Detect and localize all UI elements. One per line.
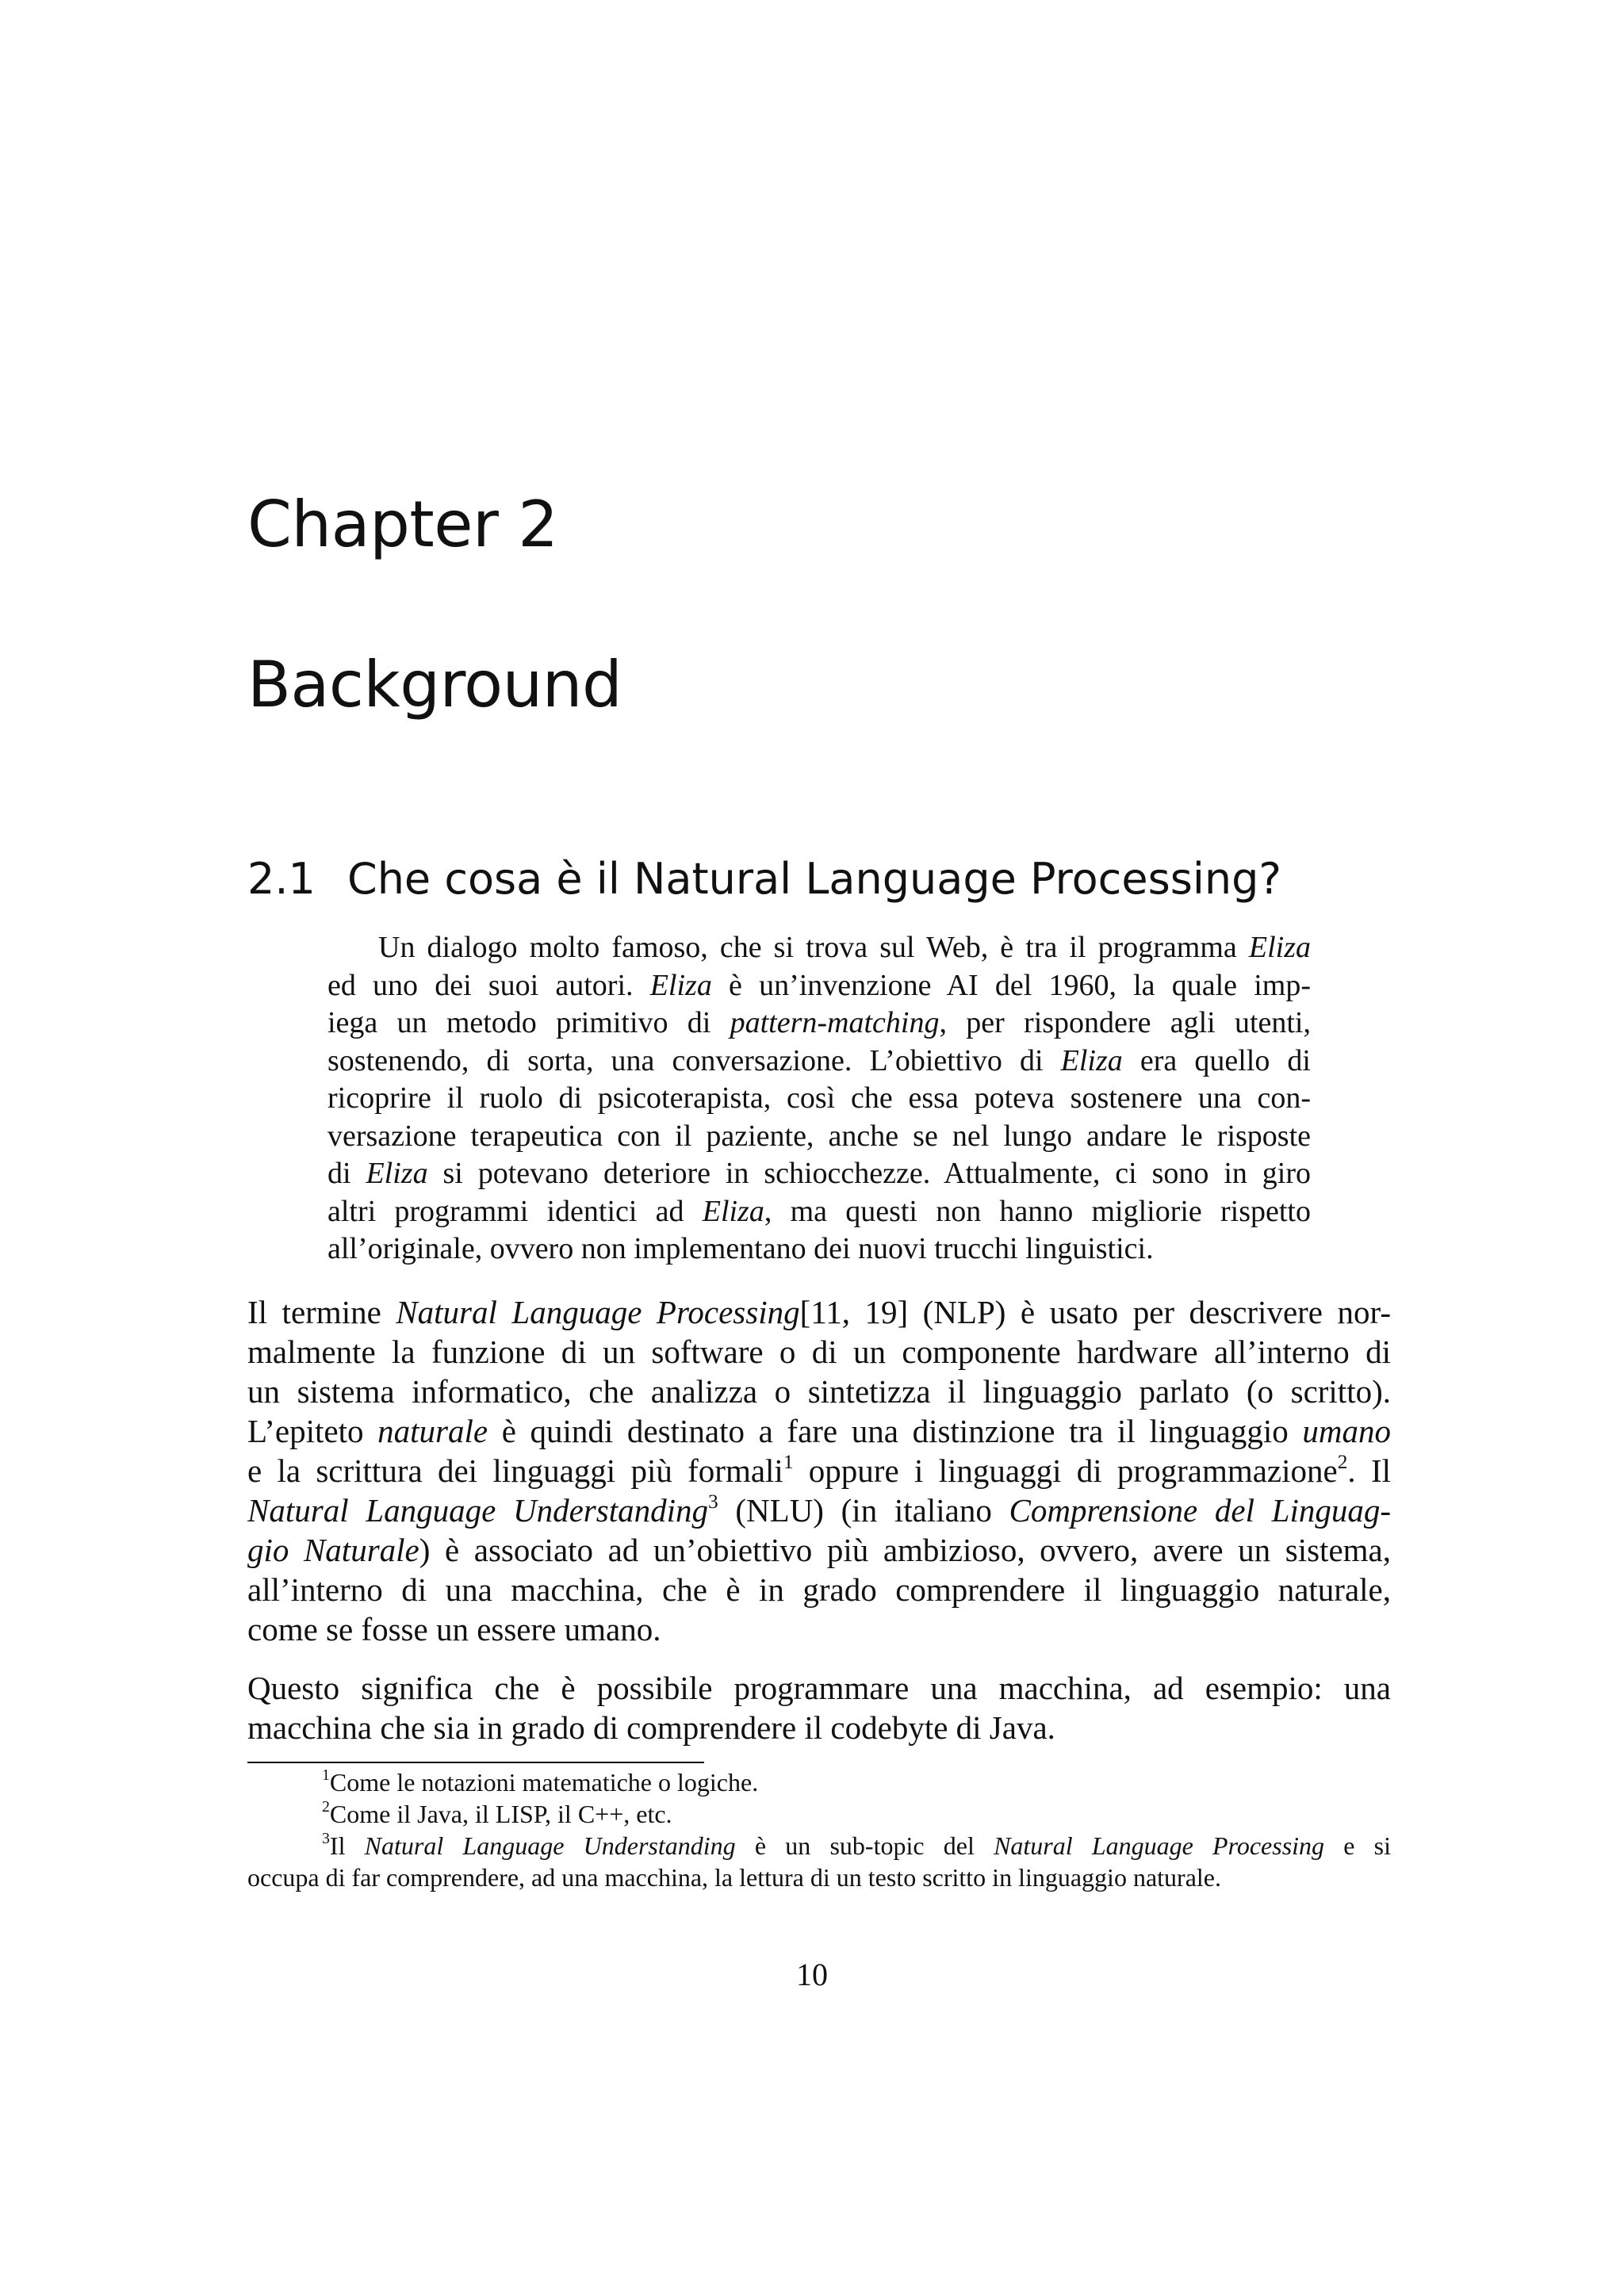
quote-line: versazione terapeutica con il paziente, anche se nel lungo andare le risposte xyxy=(327,1119,1311,1153)
text-line: Questo significa che è possibile programmare una macchina, ad esempio: una xyxy=(247,1670,1391,1706)
footnote-rule xyxy=(247,1762,704,1763)
text-line: Natural Language Understanding$^3$ (NLU) (in italiano Comprensione del Linguag- xyxy=(247,1490,1392,1529)
footnote-ref-2[interactable]: 2 xyxy=(1337,1450,1348,1473)
text-line: malmente la funzione di un software o di un componente hardware all’interno di xyxy=(247,1334,1391,1370)
quote-line: Un dialogo molto famoso, che si trova sul Web, è tra il programma Eliza xyxy=(378,931,1311,964)
text-line: e la scrittura dei linguaggi più formali$^1$ oppure i linguaggi di programmazione$^2$. Il xyxy=(247,1450,1391,1489)
page-number: 10 xyxy=(796,1957,828,1992)
paragraph-nlp-definition xyxy=(247,1292,1391,1649)
section-title: Che cosa è il Natural Language Processing? xyxy=(347,854,1282,904)
text-line: L’epiteto naturale è quindi destinato a fare una distinzione tra il linguaggio umano xyxy=(247,1413,1391,1449)
quote-line: altri programmi identici ad Eliza, ma questi non hanno migliorie rispetto xyxy=(327,1194,1311,1228)
chapter-label: Chapter 2 xyxy=(247,488,558,561)
text-line: come se fosse un essere umano. xyxy=(247,1611,661,1647)
quote-line: iega un metodo primitivo di pattern-matching, per rispondere agli utenti, xyxy=(327,1006,1311,1039)
text-line: all’interno di una macchina, che è in grado comprendere il linguaggio naturale, xyxy=(247,1571,1391,1608)
text-line: macchina che sia in grado di comprendere il codebyte di Java. xyxy=(247,1709,1055,1746)
paragraph-programming xyxy=(247,1668,1391,1747)
quote-line: sostenendo, di sorta, una conversazione. L’obiettivo di Eliza era quello di xyxy=(327,1043,1311,1077)
text-line: Il termine Natural Language Processing[11, 19] (NLP) è usato per descrivere nor- xyxy=(247,1294,1391,1330)
quote-line: ed uno dei suoi autori. Eliza è un’invenzione AI del 1960, la quale imp- xyxy=(327,968,1311,1002)
section-heading xyxy=(247,851,1281,907)
quote-block xyxy=(327,929,1311,1269)
footnote-2: $^2$Come il Java, il LISP, il C++, etc. xyxy=(322,1798,672,1828)
footnote-ref-3[interactable]: 3 xyxy=(707,1490,718,1513)
footnote-ref-1[interactable]: 1 xyxy=(783,1450,794,1473)
chapter-title: Background xyxy=(247,648,622,721)
section-number: 2.1 xyxy=(247,854,316,904)
footnotes xyxy=(247,1766,1391,1893)
quote-line: di Eliza si potevano deteriore in schiocchezze. Attualmente, ci sono in giro xyxy=(327,1157,1311,1190)
text-line: gio Naturale) è associato ad un’obiettivo più ambizioso, ovvero, avere un sistema, xyxy=(247,1532,1391,1568)
text-line: un sistema informatico, che analizza o sintetizza il linguaggio parlato (o scritto). xyxy=(247,1373,1391,1410)
quote-line: ricoprire il ruolo di psicoterapista, così che essa poteva sostenere una con- xyxy=(327,1081,1311,1115)
quote-line: all’originale, ovvero non implementano dei nuovi trucchi linguistici. xyxy=(327,1232,1154,1265)
footnote-3: $^3$Il Natural Language Understanding è un sub-topic del Natural Language Processing e si occupa di far comprendere, ad una macchina, la lettura di un testo scritto in linguaggio naturale. xyxy=(247,1830,1392,1892)
footnote-1: $^1$Come le notazioni matematiche o logiche. xyxy=(322,1766,759,1797)
